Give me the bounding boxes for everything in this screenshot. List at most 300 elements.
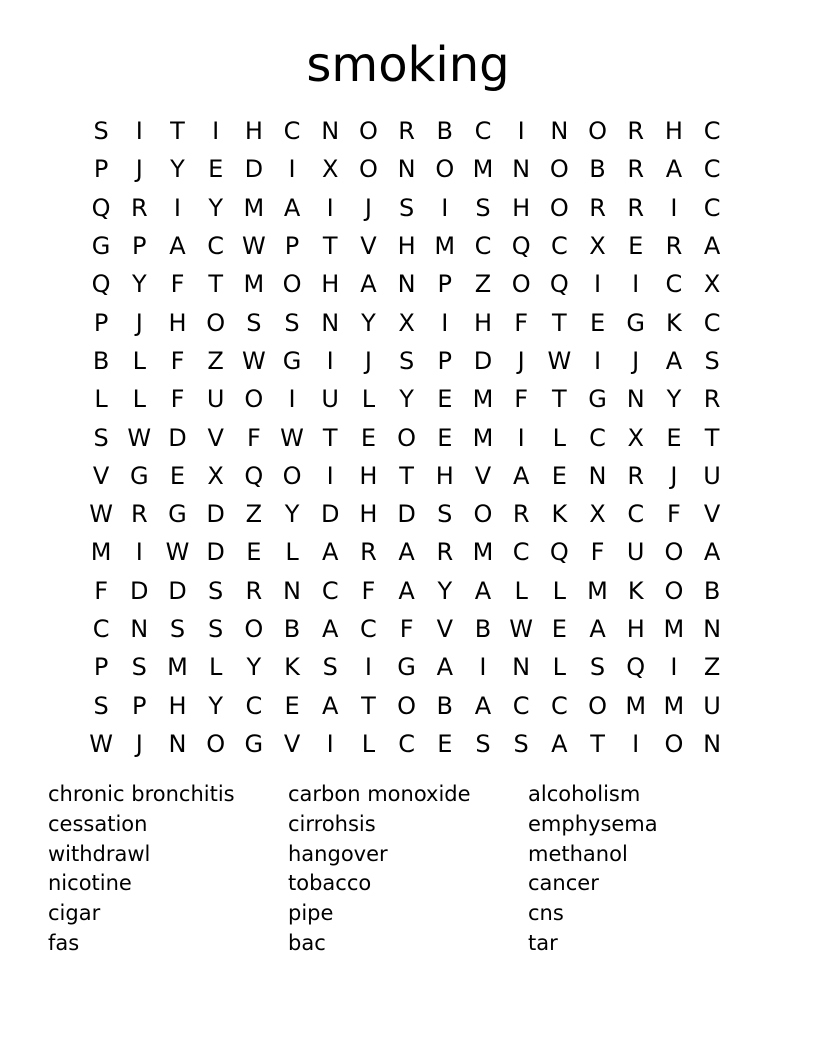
grid-letter: A [474, 576, 492, 605]
grid-letter: T [704, 423, 720, 452]
grid-letter: V [283, 729, 301, 758]
grid-letter: J [517, 346, 525, 375]
grid-letter: C [703, 308, 721, 337]
grid-letter: G [626, 308, 646, 337]
word-list-item: cirrohsis [288, 811, 376, 836]
grid-letter: A [169, 232, 186, 261]
grid-letter: O [664, 729, 684, 758]
grid-letter: S [398, 193, 415, 222]
grid-letter: X [589, 232, 606, 261]
grid-letter: A [322, 615, 339, 643]
grid-letter: U [703, 691, 721, 720]
grid-letter: K [551, 500, 568, 529]
grid-letter: F [514, 308, 529, 337]
grid-letter: L [94, 385, 108, 414]
grid-letter: C [474, 117, 492, 146]
grid-letter: N [397, 270, 416, 299]
grid-letter: W [165, 538, 190, 567]
grid-letter: W [547, 346, 572, 375]
grid-letter: S [398, 346, 415, 375]
grid-letter: E [666, 423, 682, 452]
grid-letter: O [435, 155, 455, 184]
grid-letter: C [92, 615, 110, 643]
grid-letter: A [360, 270, 377, 299]
grid-letter: X [398, 308, 415, 337]
grid-letter: I [326, 461, 334, 490]
grid-letter: S [704, 346, 720, 375]
grid-letter: M [472, 385, 494, 414]
grid-letter: T [322, 423, 338, 452]
grid-letter: C [703, 193, 721, 222]
grid-letter: F [246, 423, 261, 452]
grid-letter: U [321, 385, 339, 414]
grid-letter: A [665, 346, 683, 375]
grid-letter: P [437, 346, 453, 375]
grid-letter: P [437, 270, 453, 299]
grid-letter: Z [703, 653, 721, 682]
grid-letter: Q [91, 193, 111, 222]
grid-letter: E [589, 308, 606, 337]
word-list-item: carbon monoxide [288, 782, 471, 806]
grid-letter: Y [170, 155, 185, 184]
grid-letter: C [245, 691, 263, 720]
grid-letter: E [437, 423, 453, 452]
grid-letter: N [168, 729, 187, 758]
grid-letter: S [589, 653, 606, 682]
grid-letter: H [244, 117, 263, 146]
grid-letter: A [436, 653, 453, 682]
grid-letter: F [514, 385, 529, 414]
word-list-item: cancer [528, 871, 599, 896]
grid-letter: Y [131, 270, 147, 299]
grid-letter: M [243, 270, 265, 299]
grid-letter: I [212, 117, 220, 146]
grid-letter: M [90, 538, 112, 567]
grid-letter: Z [207, 346, 224, 375]
grid-letter: X [321, 155, 339, 184]
word-list-item: bac [288, 930, 326, 955]
grid-letter: O [282, 270, 302, 299]
grid-letter: D [320, 500, 340, 529]
grid-letter: J [364, 193, 372, 222]
grid-letter: N [550, 117, 569, 146]
word-list-item: cns [528, 901, 564, 926]
word-list-item: cigar [48, 901, 101, 926]
grid-letter: H [435, 461, 454, 490]
page-title: smoking [306, 37, 510, 93]
grid-letter: I [593, 270, 602, 299]
grid-letter: H [473, 308, 492, 337]
grid-letter: L [361, 729, 376, 758]
grid-letter: H [168, 691, 187, 720]
grid-letter: S [475, 729, 491, 758]
grid-letter: H [321, 270, 340, 299]
grid-letter: R [130, 500, 148, 529]
grid-letter: N [397, 155, 416, 184]
grid-letter: V [703, 500, 721, 529]
grid-letter: I [135, 117, 143, 146]
grid-letter: E [169, 461, 186, 490]
grid-letter: C [589, 423, 606, 452]
grid-letter: N [283, 576, 301, 605]
grid-letter: M [472, 538, 494, 567]
grid-letter: H [626, 615, 645, 643]
grid-letter: R [436, 538, 454, 567]
grid-letter: M [625, 691, 647, 720]
grid-letter: E [551, 461, 567, 490]
grid-letter: T [208, 270, 223, 299]
grid-letter: E [360, 423, 376, 452]
grid-letter: C [474, 232, 492, 261]
grid-letter: P [284, 232, 300, 261]
grid-letter: Y [208, 691, 223, 720]
grid-letter: E [551, 615, 567, 643]
grid-letter: F [170, 346, 185, 375]
grid-letter: I [593, 346, 602, 375]
grid-letter: U [626, 538, 645, 567]
grid-letter: L [514, 576, 528, 605]
grid-letter: M [167, 653, 188, 682]
grid-letter: A [665, 155, 683, 184]
grid-letter: B [703, 576, 721, 605]
grid-letter: H [397, 232, 416, 261]
grid-letter: M [434, 232, 456, 261]
word-list-item: tar [528, 930, 558, 955]
grid-letter: L [552, 576, 567, 605]
grid-letter: M [472, 155, 494, 184]
grid-letter: K [627, 576, 644, 605]
grid-letter: E [246, 538, 262, 567]
grid-letter: I [632, 729, 640, 758]
grid-letter: R [512, 500, 530, 529]
grid-letter: K [666, 308, 682, 337]
grid-letter: Y [399, 385, 414, 414]
grid-letter: I [517, 423, 525, 452]
grid-letter: V [207, 423, 224, 452]
grid-letter: C [512, 691, 530, 720]
grid-letter: O [549, 155, 569, 184]
grid-letter: R [589, 193, 606, 222]
grid-letter: L [552, 423, 567, 452]
word-list-item: tobacco [288, 871, 372, 896]
grid-letter: N [512, 653, 531, 682]
grid-letter: C [283, 117, 301, 146]
grid-letter: O [397, 423, 417, 452]
grid-letter: A [322, 538, 339, 567]
grid-letter: I [670, 193, 678, 222]
grid-letter: L [285, 538, 299, 567]
grid-letter: H [359, 461, 378, 490]
grid-letter: L [552, 653, 567, 682]
grid-letter: I [632, 270, 640, 299]
grid-letter: L [208, 653, 223, 682]
grid-letter: Y [361, 308, 376, 337]
grid-letter: J [670, 461, 678, 490]
grid-letter: O [588, 691, 607, 720]
grid-letter: W [89, 500, 113, 529]
grid-letter: T [170, 117, 185, 146]
grid-letter: D [473, 346, 493, 375]
grid-letter: C [550, 691, 568, 720]
word-list-item: withdrawl [48, 841, 151, 866]
grid-letter: M [472, 423, 494, 452]
grid-letter: C [627, 500, 645, 529]
grid-letter: Z [245, 500, 263, 529]
grid-letter: O [206, 729, 226, 758]
grid-letter: E [437, 729, 453, 758]
word-list-item: chronic bronchitis [48, 782, 235, 806]
grid-letter: Q [511, 232, 531, 261]
grid-letter: W [241, 346, 266, 375]
grid-letter: A [589, 615, 606, 643]
grid-letter: L [132, 346, 146, 375]
grid-letter: G [168, 500, 187, 529]
grid-letter: N [512, 155, 531, 184]
grid-letter: S [246, 308, 262, 337]
grid-letter: B [474, 615, 492, 643]
grid-letter: I [517, 117, 525, 146]
grid-letter: B [436, 691, 454, 720]
grid-letter: G [129, 461, 149, 490]
grid-letter: T [361, 691, 376, 720]
grid-letter: I [479, 653, 487, 682]
grid-letter: F [399, 615, 414, 643]
grid-letter: O [244, 615, 264, 643]
grid-letter: D [397, 500, 416, 529]
grid-letter: V [436, 615, 453, 643]
grid-letter: Y [437, 576, 453, 605]
grid-letter: R [627, 155, 645, 184]
grid-letter: C [321, 576, 339, 605]
grid-letter: P [93, 308, 109, 337]
grid-letter: T [590, 729, 605, 758]
grid-letter: G [244, 729, 264, 758]
grid-letter: F [590, 538, 605, 567]
grid-letter: W [241, 232, 266, 261]
grid-letter: G [588, 385, 607, 414]
grid-letter: C [360, 615, 377, 643]
grid-letter: S [131, 653, 147, 682]
grid-letter: S [93, 423, 109, 452]
grid-letter: N [321, 117, 340, 146]
grid-letter: D [244, 155, 264, 184]
grid-letter: T [322, 232, 338, 261]
grid-letter: E [628, 232, 644, 261]
grid-letter: I [326, 346, 334, 375]
grid-letter: R [665, 232, 683, 261]
grid-letter: V [92, 461, 110, 490]
grid-letter: C [703, 155, 721, 184]
grid-letter: R [627, 461, 645, 490]
grid-letter: A [398, 538, 415, 567]
grid-letter: O [511, 270, 531, 299]
grid-letter: S [208, 576, 224, 605]
word-list-item: nicotine [48, 871, 132, 896]
grid-letter: W [509, 615, 534, 643]
grid-letter: O [549, 193, 569, 222]
grid-letter: Z [474, 270, 492, 299]
grid-letter: T [552, 308, 567, 337]
word-list [48, 780, 768, 959]
grid-letter: B [92, 346, 110, 375]
grid-letter: Y [246, 653, 262, 682]
grid-letter: F [94, 576, 108, 605]
grid-letter: T [399, 461, 414, 490]
word-list-item: alcoholism [528, 782, 641, 806]
grid-letter: B [589, 155, 606, 184]
grid-letter: J [632, 346, 640, 375]
grid-letter: S [93, 691, 109, 720]
grid-letter: H [359, 500, 378, 529]
grid-letter: G [91, 232, 111, 261]
grid-letter: S [284, 308, 300, 337]
grid-letter: S [208, 615, 224, 643]
grid-letter: R [703, 385, 721, 414]
grid-letter: F [170, 385, 185, 414]
grid-letter: E [284, 691, 300, 720]
grid-letter: N [703, 729, 722, 758]
grid-letter: O [358, 117, 378, 146]
letter-grid [82, 112, 731, 763]
grid-letter: Y [208, 193, 223, 222]
grid-letter: M [663, 691, 685, 720]
grid-letter: I [441, 193, 449, 222]
grid-letter: X [207, 461, 224, 490]
grid-letter: O [358, 155, 378, 184]
grid-letter: Y [284, 500, 300, 529]
grid-letter: U [206, 385, 225, 414]
grid-letter: M [663, 615, 685, 643]
grid-letter: A [398, 576, 415, 605]
grid-letter: P [132, 691, 147, 720]
grid-letter: S [437, 500, 453, 529]
grid-letter: R [398, 117, 415, 146]
grid-letter: L [361, 385, 376, 414]
grid-letter: H [512, 193, 531, 222]
word-list-item: methanol [528, 841, 628, 866]
grid-letter: Q [244, 461, 264, 490]
grid-letter: I [173, 193, 181, 222]
grid-letter: H [168, 308, 187, 337]
grid-letter: G [397, 653, 416, 682]
grid-letter: D [206, 500, 225, 529]
grid-letter: R [627, 117, 645, 146]
grid-letter: E [208, 155, 224, 184]
grid-letter: D [168, 576, 187, 605]
grid-letter: O [473, 500, 493, 529]
grid-letter: B [283, 615, 301, 643]
grid-letter: N [321, 308, 340, 337]
grid-letter: H [664, 117, 683, 146]
grid-letter: F [170, 270, 185, 299]
grid-letter: N [588, 461, 607, 490]
grid-letter: Q [549, 270, 569, 299]
grid-letter: J [135, 308, 143, 337]
word-list-item: pipe [288, 901, 334, 926]
grid-letter: E [437, 385, 453, 414]
grid-letter: Q [626, 653, 646, 682]
grid-letter: I [364, 653, 372, 682]
grid-letter: L [132, 385, 146, 414]
grid-letter: G [282, 346, 302, 375]
grid-letter: T [552, 385, 567, 414]
grid-letter: K [284, 653, 300, 682]
grid-letter: B [436, 117, 454, 146]
grid-letter: W [280, 423, 304, 452]
grid-letter: O [282, 461, 302, 490]
grid-letter: C [398, 729, 415, 758]
grid-letter: C [207, 232, 225, 261]
grid-letter: D [130, 576, 149, 605]
grid-letter: A [512, 461, 530, 490]
grid-letter: A [283, 193, 301, 222]
grid-letter: S [475, 193, 491, 222]
grid-letter: A [551, 729, 568, 758]
grid-letter: P [93, 155, 109, 184]
grid-letter: D [206, 538, 225, 567]
grid-letter: N [130, 615, 149, 643]
grid-letter: M [243, 193, 265, 222]
grid-letter: O [397, 691, 417, 720]
grid-letter: U [703, 461, 721, 490]
grid-letter: I [326, 729, 334, 758]
grid-letter: R [360, 538, 377, 567]
grid-letter: J [135, 729, 143, 758]
grid-letter: R [130, 193, 148, 222]
grid-letter: S [513, 729, 529, 758]
grid-letter: S [169, 615, 186, 643]
grid-letter: C [512, 538, 530, 567]
grid-letter: D [168, 423, 187, 452]
grid-letter: A [703, 232, 721, 261]
grid-letter: O [588, 117, 607, 146]
grid-letter: X [627, 423, 644, 452]
grid-letter: A [703, 538, 721, 567]
grid-letter: P [132, 232, 147, 261]
grid-letter: I [326, 193, 334, 222]
grid-letter: I [288, 155, 296, 184]
word-list-item: fas [48, 930, 80, 955]
grid-letter: F [667, 500, 681, 529]
grid-letter: O [206, 308, 226, 337]
grid-letter: I [441, 308, 449, 337]
grid-letter: W [89, 729, 113, 758]
word-list-item: emphysema [528, 811, 658, 836]
word-list-item: hangover [288, 841, 388, 866]
word-list-item: cessation [48, 811, 148, 836]
grid-letter: J [364, 346, 372, 375]
grid-letter: A [322, 691, 339, 720]
grid-letter: A [474, 691, 492, 720]
grid-letter: N [626, 385, 645, 414]
grid-letter: X [703, 270, 721, 299]
grid-letter: N [703, 615, 722, 643]
grid-letter: O [244, 385, 264, 414]
grid-letter: X [589, 500, 606, 529]
grid-letter: Y [666, 385, 682, 414]
grid-letter: W [127, 423, 152, 452]
grid-letter: Q [549, 538, 569, 567]
grid-letter: C [550, 232, 568, 261]
grid-letter: I [135, 538, 143, 567]
grid-letter: S [93, 117, 109, 146]
grid-letter: M [587, 576, 608, 605]
grid-letter: V [360, 232, 377, 261]
grid-letter: I [288, 385, 296, 414]
grid-letter: P [93, 653, 109, 682]
grid-letter: V [474, 461, 492, 490]
grid-letter: C [703, 117, 721, 146]
